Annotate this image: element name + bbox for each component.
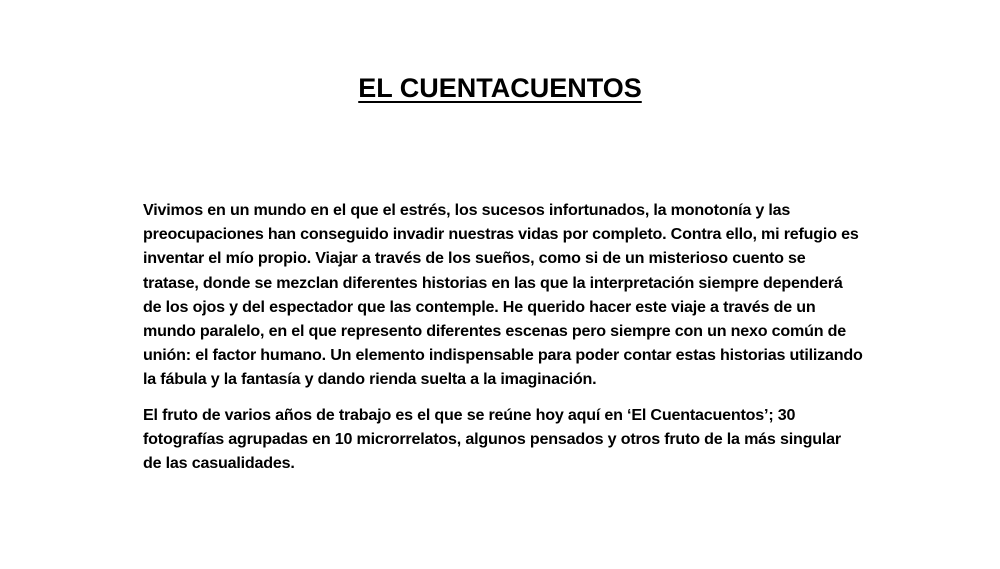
body-text: [143, 198, 863, 475]
paragraph-summary: El fruto de varios años de trabajo es el que se reúne hoy aquí en ‘El Cuentacuentos’; 30 fotografías agrupadas en 10 microrrelatos, algunos pensados y otros fruto de la más singular de las casualidades.: [143, 405, 841, 473]
page-title: EL CUENTACUENTOS: [358, 73, 642, 103]
paragraph-intro: Vivimos en un mundo en el que el estrés, los sucesos infortunados, la monotonía y las preocupaciones han conseguido invadir nuestras vidas por completo. Contra ello, mi refugio es inventar el mío propio. Viajar a través de los sueños, como si de un misterioso cuento se tratase, donde se mezclan diferentes historias en las que la interpretación siempre dependerá de los ojos y del espectador que las contemple. He querido hacer este viaje a través de un mundo paralelo, en el que represento diferentes escenas pero siempre con un nexo común de unión: el factor humano. Un elemento indispensable para poder contar estas historias utilizando la fábula y la fantasía y dando rienda suelta a la imaginación.: [143, 201, 863, 389]
